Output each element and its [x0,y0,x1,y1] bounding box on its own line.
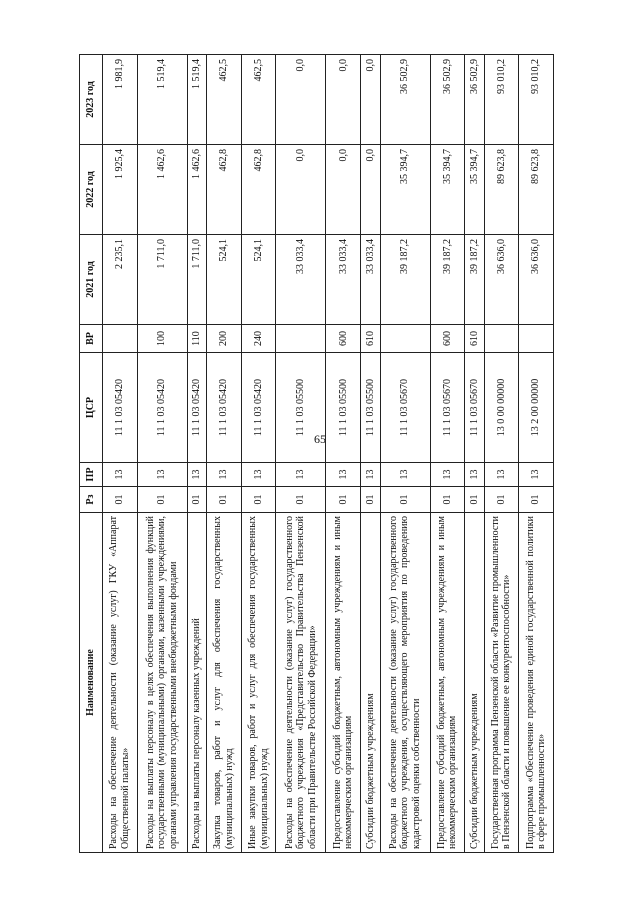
row-name: Государственная программа Пензенской области «Развитие промышленности в Пензенской области и повышение ее конкурентоспособности» [484,513,519,853]
row-2022: 35 394,7 [465,145,484,235]
header-vr: ВР [80,325,103,353]
row-pr: 13 [430,463,465,487]
row-pr: 13 [519,463,554,487]
row-2022: 1 462,6 [137,145,187,235]
row-2021: 1 711,0 [187,235,206,325]
row-name: Расходы на обеспечение деятельности (оказание услуг) государственного бюджетного учреждения «Представительство Правительства Пензенской области при Правительстве Российской Федерации» [276,513,326,853]
row-pr: 13 [276,463,326,487]
row-name: Подпрограмма «Обеспечение проведения единой государственной политики в сфере промышленности» [519,513,554,853]
row-name: Предоставление субсидий бюджетным, автономным учреждениям и иным некоммерческим организациям [430,513,465,853]
rotated-table-container [79,55,554,853]
header-csr: ЦСР [80,353,103,463]
table-row [380,55,430,853]
row-2022: 35 394,7 [380,145,430,235]
row-2022: 462,8 [207,145,242,235]
row-csr: 11 1 03 05420 [207,353,242,463]
row-name: Расходы на обеспечение деятельности (оказание услуг) ГКУ «Аппарат Общественной палаты» [103,513,138,853]
table-row [326,55,361,853]
table-row [241,55,276,853]
row-vr: 110 [187,325,206,353]
row-pr: 13 [187,463,206,487]
row-rz: 01 [465,487,484,513]
table-row [103,55,138,853]
row-csr: 11 1 03 05420 [187,353,206,463]
row-rz: 01 [484,487,519,513]
row-2023: 0,0 [326,55,361,145]
row-name: Расходы на выплаты персоналу казенных учреждений [187,513,206,853]
table-row [519,55,554,853]
row-pr: 13 [241,463,276,487]
row-2021: 2 235,1 [103,235,138,325]
row-2022: 1 925,4 [103,145,138,235]
table-row [465,55,484,853]
row-rz: 01 [430,487,465,513]
table-row [484,55,519,853]
row-vr: 610 [465,325,484,353]
row-rz: 01 [103,487,138,513]
row-vr: 600 [430,325,465,353]
budget-table-area [79,55,554,853]
row-rz: 01 [137,487,187,513]
row-2022: 89 623,8 [484,145,519,235]
row-2021: 33 033,4 [276,235,326,325]
row-vr: 600 [326,325,361,353]
row-2023: 0,0 [361,55,380,145]
row-csr: 11 1 03 05500 [326,353,361,463]
row-pr: 13 [326,463,361,487]
header-pr: ПР [80,463,103,487]
row-name: Расходы на обеспечение деятельности (оказание услуг) государственного бюджетного учреждения, осуществляющего мероприятия по проведению кадастровой оценки собственности [380,513,430,853]
row-pr: 13 [361,463,380,487]
row-pr: 13 [137,463,187,487]
row-csr: 11 1 03 05500 [361,353,380,463]
row-csr: 11 1 03 05670 [380,353,430,463]
row-csr: 13 0 00 00000 [484,353,519,463]
row-vr: 240 [241,325,276,353]
row-2022: 35 394,7 [430,145,465,235]
row-2022: 0,0 [276,145,326,235]
row-csr: 13 2 00 00000 [519,353,554,463]
row-2021: 39 187,2 [380,235,430,325]
table-row [430,55,465,853]
budget-table [79,54,554,853]
row-rz: 01 [276,487,326,513]
header-2022: 2022 год [80,145,103,235]
row-2021: 39 187,2 [465,235,484,325]
row-2023: 1 981,9 [103,55,138,145]
table-row [187,55,206,853]
table-row [207,55,242,853]
row-name: Закупка товаров, работ и услуг для обеспечения государственных (муниципальных) нужд [207,513,242,853]
row-csr: 11 1 03 05670 [430,353,465,463]
row-2023: 36 502,9 [380,55,430,145]
row-pr: 13 [207,463,242,487]
row-vr: 610 [361,325,380,353]
header-rz: Рз [80,487,103,513]
row-2023: 36 502,9 [430,55,465,145]
table-row [361,55,380,853]
row-csr: 11 1 03 05670 [465,353,484,463]
row-2022: 462,8 [241,145,276,235]
row-pr: 13 [103,463,138,487]
row-name: Расходы на выплаты персоналу в целях обеспечения выполнения функций государственными (муниципальными) органами, казенными учреждениями, органами управления государственными внебюджетными фондами [137,513,187,853]
row-2021: 36 636,0 [484,235,519,325]
row-pr: 13 [484,463,519,487]
header-2023: 2023 год [80,55,103,145]
row-vr: 200 [207,325,242,353]
row-2023: 36 502,9 [465,55,484,145]
row-2022: 1 462,6 [187,145,206,235]
row-rz: 01 [187,487,206,513]
row-2023: 462,5 [207,55,242,145]
row-2022: 0,0 [326,145,361,235]
row-2022: 0,0 [361,145,380,235]
row-rz: 01 [241,487,276,513]
row-csr: 11 1 03 05420 [103,353,138,463]
row-2022: 89 623,8 [519,145,554,235]
row-2021: 39 187,2 [430,235,465,325]
page-number: 65 [314,432,326,446]
row-vr [484,325,519,353]
header-name: Наименование [80,513,103,853]
row-csr: 11 1 03 05500 [276,353,326,463]
row-name: Субсидии бюджетным учреждениям [465,513,484,853]
row-rz: 01 [519,487,554,513]
row-2023: 1 519,4 [187,55,206,145]
row-rz: 01 [326,487,361,513]
row-name: Предоставление субсидий бюджетным, автономным учреждениям и иным некоммерческим организациям [326,513,361,853]
header-2021: 2021 год [80,235,103,325]
row-2021: 33 033,4 [361,235,380,325]
row-2023: 1 519,4 [137,55,187,145]
row-name: Иные закупки товаров, работ и услуг для обеспечения государственных (муниципальных) нужд [241,513,276,853]
row-pr: 13 [465,463,484,487]
table-header-row [80,55,103,853]
row-rz: 01 [380,487,430,513]
row-vr [380,325,430,353]
row-rz: 01 [361,487,380,513]
row-2021: 1 711,0 [137,235,187,325]
row-csr: 11 1 03 05420 [241,353,276,463]
row-2023: 462,5 [241,55,276,145]
row-2023: 93 010,2 [519,55,554,145]
row-rz: 01 [207,487,242,513]
row-name: Субсидии бюджетным учреждениям [361,513,380,853]
row-2021: 524,1 [241,235,276,325]
row-2021: 524,1 [207,235,242,325]
row-2021: 36 636,0 [519,235,554,325]
row-vr [103,325,138,353]
row-2023: 0,0 [276,55,326,145]
row-csr: 11 1 03 05420 [137,353,187,463]
row-2023: 93 010,2 [484,55,519,145]
table-row [276,55,326,853]
row-vr: 100 [137,325,187,353]
row-pr: 13 [380,463,430,487]
table-row [137,55,187,853]
row-vr [276,325,326,353]
row-2021: 33 033,4 [326,235,361,325]
row-vr [519,325,554,353]
